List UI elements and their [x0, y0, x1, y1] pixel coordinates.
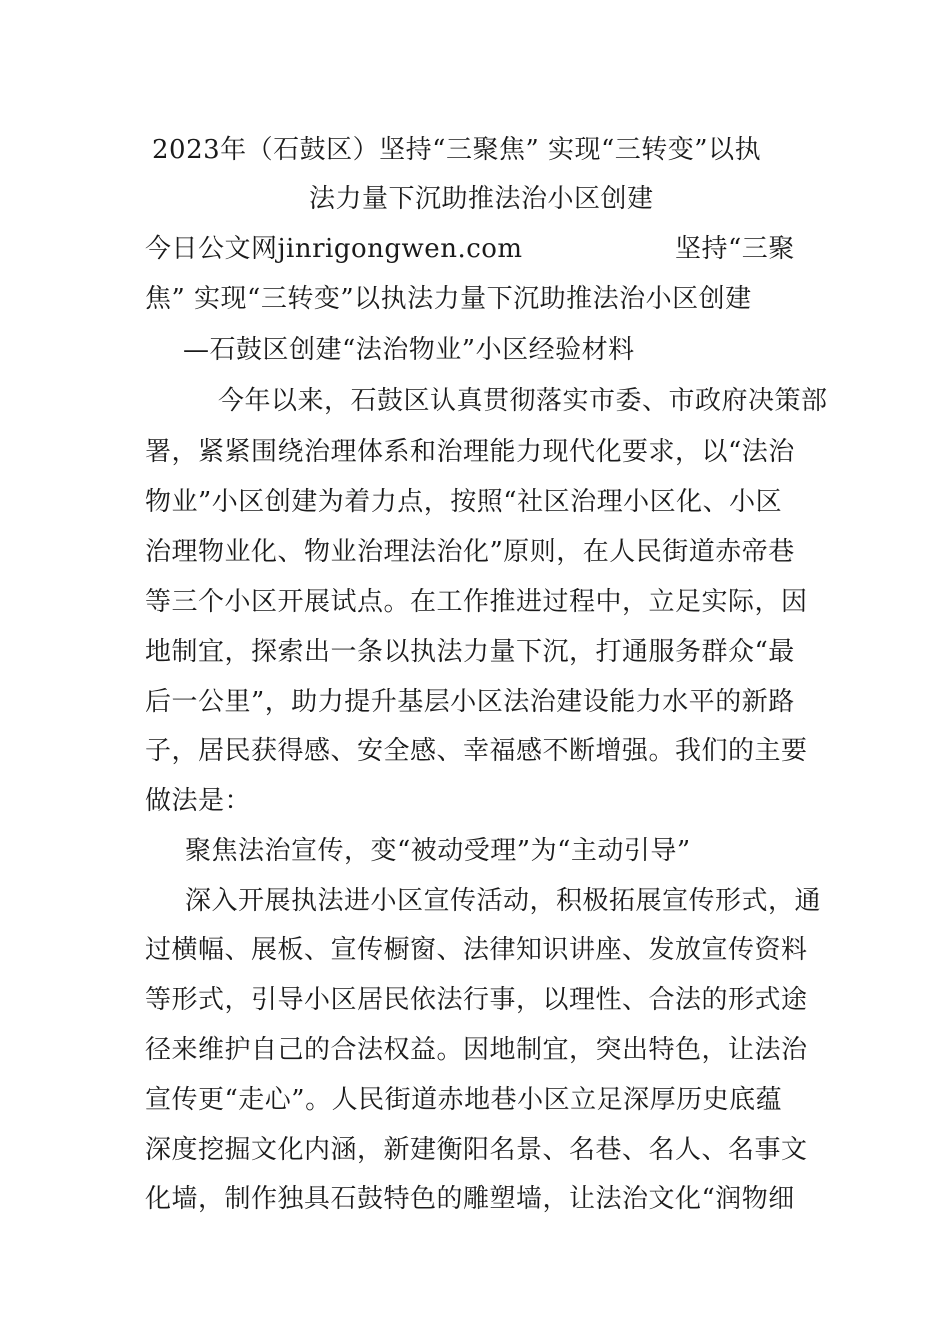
- source-line: [145, 233, 795, 265]
- subtitle-line-2: —石鼓区创建“法治物业”小区经验材料: [183, 335, 635, 365]
- para2-line: 化墙，制作独具石鼓特色的雕塑墙，让法治文化“润物细: [145, 1184, 795, 1214]
- para1-line: 治理物业化、物业治理法治化”原则，在人民街道赤帝巷: [145, 537, 795, 567]
- title-line-2: 法力量下沉助推法治小区创建: [309, 184, 654, 214]
- title-line-1: 2023年（石鼓区）坚持“三聚焦” 实现“三转变”以执: [152, 135, 762, 165]
- para2-line: 过横幅、展板、宣传橱窗、法律知识讲座、发放宣传资料: [145, 935, 808, 965]
- para2-line: 深度挖掘文化内涵，新建衡阳名景、名巷、名人、名事文: [145, 1135, 808, 1165]
- para2-line: 径来维护自己的合法权益。因地制宜，突出特色，让法治: [145, 1035, 808, 1065]
- subtitle-line: 焦” 实现“三转变”以执法力量下沉助推法治小区创建: [145, 284, 752, 314]
- para1-line: 子，居民获得感、安全感、幸福感不断增强。我们的主要: [145, 736, 808, 766]
- source-title-start: 坚持“三聚: [675, 234, 795, 264]
- source-site: 今日公文网jinrigongwen.com: [145, 234, 523, 264]
- para2-line: 宣传更“走心”。人民街道赤地巷小区立足深厚历史底蕴: [145, 1085, 783, 1115]
- para1-line: 今年以来，石鼓区认真贯彻落实市委、市政府决策部: [218, 386, 828, 416]
- para2-line: 深入开展执法进小区宣传活动，积极拓展宣传形式，通: [185, 886, 822, 916]
- para1-line: 后一公里”，助力提升基层小区法治建设能力水平的新路: [145, 687, 795, 717]
- para2-line: 等形式，引导小区居民依法行事，以理性、合法的形式途: [145, 985, 808, 1015]
- para1-line: 署，紧紧围绕治理体系和治理能力现代化要求，以“法治: [145, 437, 795, 467]
- section-heading: 聚焦法治宣传，变“被动受理”为“主动引导”: [185, 836, 691, 866]
- para1-line: 物业”小区创建为着力点，按照“社区治理小区化、小区: [145, 487, 783, 517]
- para1-line: 地制宜，探索出一条以执法力量下沉，打通服务群众“最: [145, 637, 795, 667]
- para1-line: 做法是：: [145, 786, 252, 816]
- para1-line: 等三个小区开展试点。在工作推进过程中，立足实际，因: [145, 587, 808, 617]
